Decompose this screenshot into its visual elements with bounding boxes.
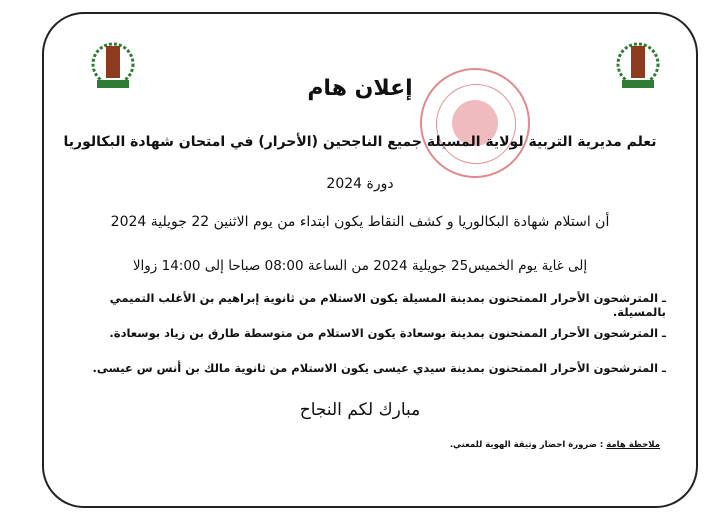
- paragraph-start-date: أن استلام شهادة البكالوريا و كشف النقاط يكون ابتداء من يوم الاثنين 22 جويلية 2024: [110, 214, 610, 230]
- paragraph-intro: تعلم مديرية التربية لولاية المسيلة جميع الناجحين (الأحرار) في امتحان شهادة البكالوريا: [63, 134, 657, 150]
- paragraph-end-date: إلى غاية يوم الخميس25 جويلية 2024 من الساعة 08:00 صباحا إلى 14:00 زوالا: [132, 258, 588, 274]
- note-text: : ضرورة احضار وثيقة الهوية للمعني.: [449, 440, 604, 450]
- note-label: ملاحظة هامة: [606, 440, 660, 450]
- list-item: ـ المترشحون الأحرار الممتحنون بمدينة المسيلة يكون الاستلام من ثانوية إبراهيم بن الأغلب التميمي بالمسيلة.: [109, 291, 666, 319]
- session-year: دورة 2024: [326, 176, 394, 192]
- list-item: ـ المترشحون الأحرار الممتحنون بمدينة سيدي عيسى يكون الاستلام من ثانوية مالك بن أنس س عيسى.: [92, 361, 666, 375]
- closing-message: مبارك لكم النجاح: [299, 400, 421, 420]
- announcement-title: إعلان هام: [307, 76, 413, 101]
- list-item: ـ المترشحون الأحرار الممتحنون بمدينة بوسعادة يكون الاستلام من متوسطة طارق بن زياد بوسعادة.: [109, 326, 666, 340]
- important-note: [420, 440, 660, 450]
